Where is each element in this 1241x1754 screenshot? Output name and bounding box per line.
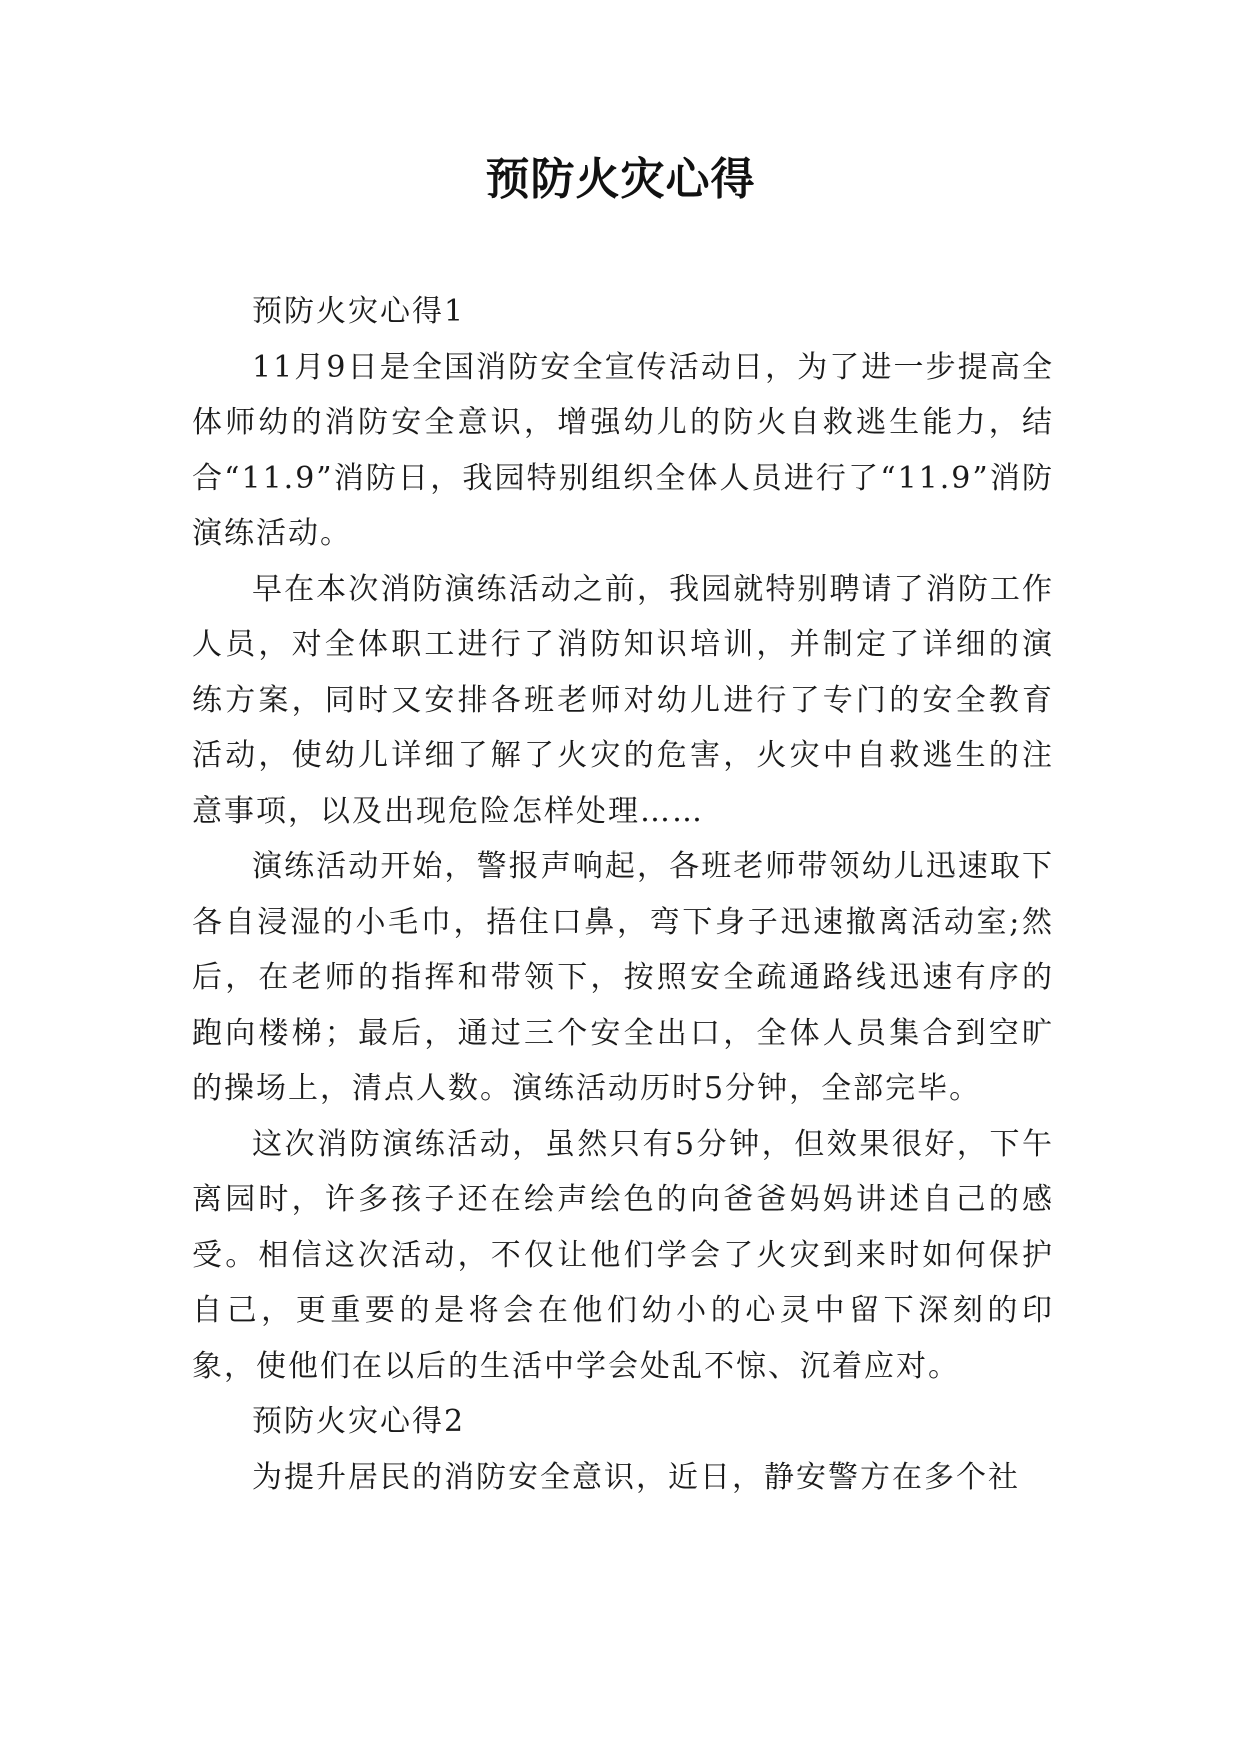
paragraph: 演练活动开始，警报声响起，各班老师带领幼儿迅速取下各自浸湿的小毛巾，捂住口鼻，弯下身子迅速撤离活动室;然后，在老师的指挥和带领下，按照安全疏通路线迅速有序的跑向楼梯；最后，通过三个安全出口，全体人员集合到空旷的操场上，清点人数。演练活动历时5分钟，全部完毕。 bbox=[192, 849, 1054, 1106]
section-heading-2: 预防火灾心得2 bbox=[252, 1404, 466, 1439]
section-heading-1: 预防火灾心得1 bbox=[252, 294, 466, 329]
paragraph: 这次消防演练活动，虽然只有5分钟，但效果很好，下午离园时，许多孩子还在绘声绘色的向爸爸妈妈讲述自己的感受。相信这次活动，不仅让他们学会了火灾到来时如何保护自己，更重要的是将会在他们幼小的心灵中留下深刻的印象，使他们在以后的生活中学会处乱不惊、沉着应对。 bbox=[192, 1126, 1054, 1384]
paragraph: 为提升居民的消防安全意识，近日，静安警方在多个社 bbox=[252, 1459, 1020, 1495]
document-title: 预防火灾心得 bbox=[485, 154, 756, 205]
paragraph: 早在本次消防演练活动之前，我园就特别聘请了消防工作人员，对全体职工进行了消防知识培训，并制定了详细的演练方案，同时又安排各班老师对幼儿进行了专门的安全教育活动，使幼儿详细了解了火灾的危害，火灾中自救逃生的注意事项，以及出现危险怎样处理…… bbox=[192, 571, 1054, 829]
paragraph: 11月9日是全国消防安全宣传活动日，为了进一步提高全体师幼的消防安全意识，增强幼儿的防火自救逃生能力，结合“11.9”消防日，我园特别组织全体人员进行了“11.9”消防演练活动。 bbox=[192, 349, 1054, 551]
document-body bbox=[192, 284, 1054, 1505]
